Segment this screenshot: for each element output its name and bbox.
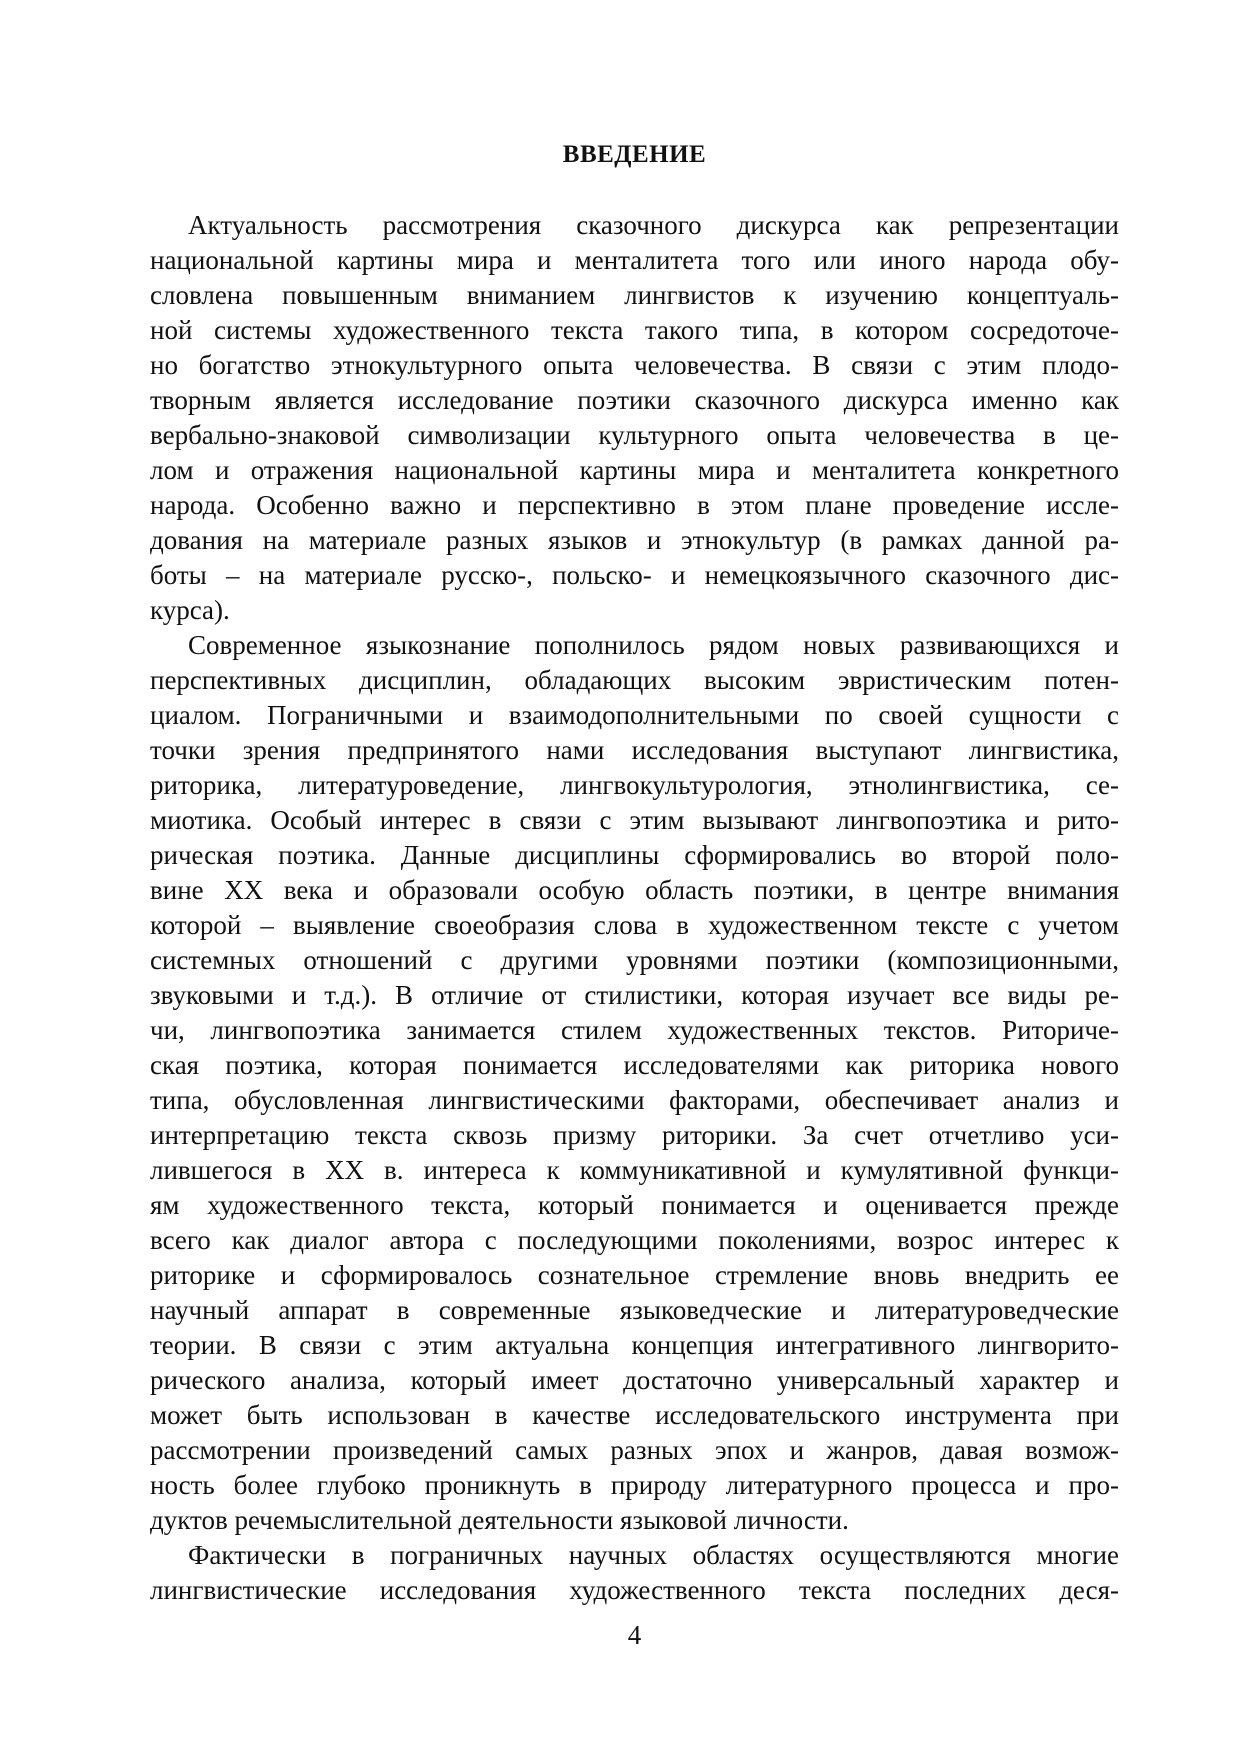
text-line: национальной картины мира и менталитета того или иного народа обу- bbox=[150, 245, 1119, 275]
text-line: системных отношений с другими уровнями поэтики (композиционными, bbox=[150, 945, 1119, 975]
text-line: боты – на материале русско-, польско- и немецкоязычного сказочного дис- bbox=[150, 560, 1119, 590]
text-line: рассмотрении произведений самых разных эпох и жанров, давая возмож- bbox=[150, 1435, 1119, 1465]
text-line: ям художественного текста, который понимается и оценивается прежде bbox=[150, 1190, 1119, 1220]
text-line: Фактически в пограничных научных областях осуществляются многие bbox=[188, 1540, 1119, 1570]
text-line: риторике и сформировалось сознательное стремление вновь внедрить ее bbox=[150, 1260, 1119, 1290]
text-line: но богатство этнокультурного опыта человечества. В связи с этим плодо- bbox=[150, 350, 1119, 380]
text-line: лингвистические исследования художественного текста последних деся- bbox=[150, 1575, 1119, 1605]
text-line: циалом. Пограничными и взаимодополнительными по своей сущности с bbox=[150, 700, 1119, 730]
text-line: дуктов речемыслительной деятельности языковой личности. bbox=[150, 1505, 849, 1535]
text-line: словлена повышенным вниманием лингвистов к изучению концептуаль- bbox=[150, 280, 1119, 310]
text-line: точки зрения предпринятого нами исследования выступают лингвистика, bbox=[150, 735, 1119, 765]
text-line: лившегося в XX в. интереса к коммуникативной и кумулятивной функци- bbox=[150, 1155, 1119, 1185]
text-line: дования на материале разных языков и этнокультур (в рамках данной ра- bbox=[150, 525, 1119, 555]
text-line: миотика. Особый интерес в связи с этим вызывают лингвопоэтика и рито- bbox=[150, 805, 1119, 835]
text-line: теории. В связи с этим актуальна концепция интегративного лингворито- bbox=[150, 1330, 1119, 1360]
text-line: народа. Особенно важно и перспективно в этом плане проведение иссле- bbox=[150, 490, 1119, 520]
text-line: научный аппарат в современные языковедческие и литературоведческие bbox=[150, 1295, 1119, 1325]
page-title: ВВЕДЕНИЕ bbox=[562, 141, 707, 168]
body-text bbox=[150, 208, 1119, 1608]
text-line: рического анализа, который имеет достаточно универсальный характер и bbox=[150, 1365, 1119, 1395]
text-line: Актуальность рассмотрения сказочного дискурса как репрезентации bbox=[188, 210, 1119, 240]
paragraph bbox=[150, 208, 1119, 628]
text-line: может быть использован в качестве исследовательского инструмента при bbox=[150, 1400, 1119, 1430]
text-line: типа, обусловленная лингвистическими факторами, обеспечивает анализ и bbox=[150, 1085, 1119, 1115]
text-line: ной системы художественного текста такого типа, в котором сосредоточе- bbox=[150, 315, 1119, 345]
text-line: которой – выявление своеобразия слова в художественном тексте с учетом bbox=[150, 910, 1119, 940]
text-line: лом и отражения национальной картины мира и менталитета конкретного bbox=[150, 455, 1119, 485]
paragraph bbox=[150, 628, 1119, 1538]
text-line: ность более глубоко проникнуть в природу литературного процесса и про- bbox=[150, 1470, 1119, 1500]
text-line: рическая поэтика. Данные дисциплины сформировались во второй поло- bbox=[150, 840, 1119, 870]
text-line: интерпретацию текста сквозь призму риторики. За счет отчетливо уси- bbox=[150, 1120, 1119, 1150]
text-line: всего как диалог автора с последующими поколениями, возрос интерес к bbox=[150, 1225, 1119, 1255]
text-line: вине XX века и образовали особую область поэтики, в центре внимания bbox=[150, 875, 1119, 905]
paragraph bbox=[150, 1538, 1119, 1608]
text-line: чи, лингвопоэтика занимается стилем художественных текстов. Риториче- bbox=[150, 1015, 1119, 1045]
text-line: творным является исследование поэтики сказочного дискурса именно как bbox=[150, 385, 1119, 415]
page-number: 4 bbox=[627, 1620, 642, 1650]
text-line: звуковыми и т.д.). В отличие от стилистики, которая изучает все виды ре- bbox=[150, 980, 1119, 1010]
text-line: вербально-знаковой символизации культурного опыта человечества в це- bbox=[150, 420, 1119, 450]
text-line: курса). bbox=[150, 595, 230, 625]
text-line: перспективных дисциплин, обладающих высоким эвристическим потен- bbox=[150, 665, 1119, 695]
text-line: ская поэтика, которая понимается исследователями как риторика нового bbox=[150, 1050, 1119, 1080]
text-line: Современное языкознание пополнилось рядом новых развивающихся и bbox=[188, 630, 1119, 660]
text-line: риторика, литературоведение, лингвокультурология, этнолингвистика, се- bbox=[150, 770, 1119, 800]
